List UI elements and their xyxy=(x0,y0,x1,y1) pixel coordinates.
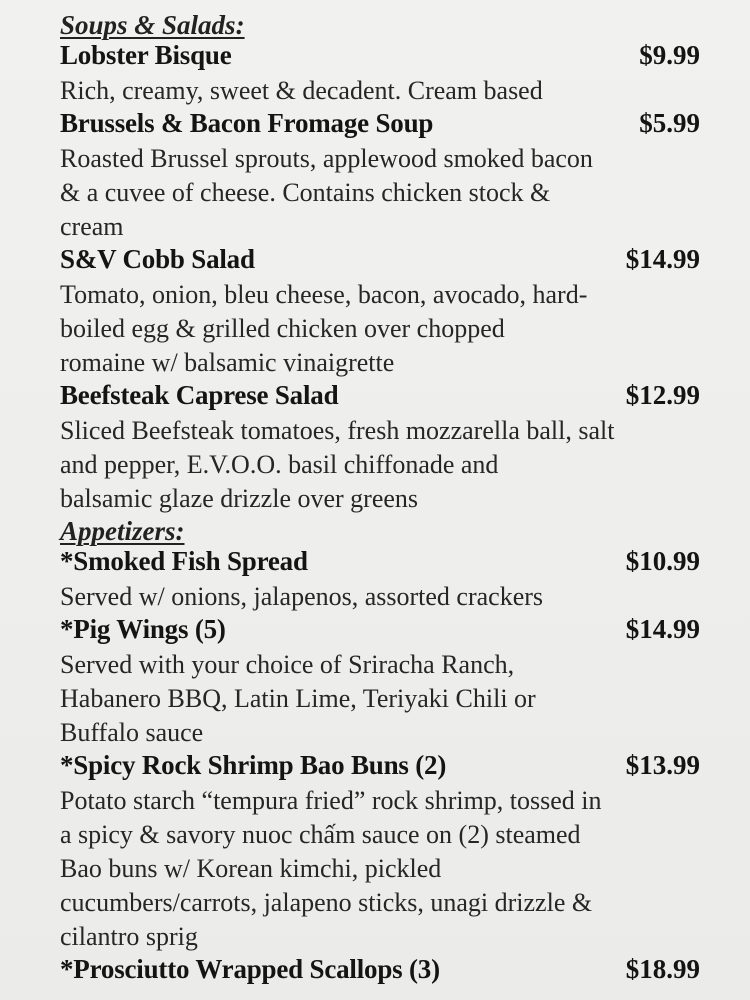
menu-item xyxy=(60,750,700,954)
item-name: *Prosciutto Wrapped Scallops (3) xyxy=(60,954,440,984)
item-price: $10.99 xyxy=(625,546,700,576)
menu-item xyxy=(60,546,700,614)
item-description: Potato starch “tempura fried” rock shrimp, tossed in a spicy & savory nuoc chấm sauce on (2) steamed Bao buns w/ Korean kimchi, pickled cucumbers/carrots, jalapeno sticks, unagi drizzle & cilantro sprig xyxy=(60,786,602,951)
item-price: $9.99 xyxy=(639,40,700,70)
item-description: Sliced Beefsteak tomatoes, fresh mozzarella ball, salt and pepper, E.V.O.O. basil chiffonade and balsamic glaze drizzle over greens xyxy=(60,416,615,513)
item-price: $13.99 xyxy=(625,750,700,780)
item-name: Beefsteak Caprese Salad xyxy=(60,380,339,410)
menu-page xyxy=(60,10,700,988)
item-name: S&V Cobb Salad xyxy=(60,244,255,274)
item-price: $14.99 xyxy=(625,614,700,644)
menu-item xyxy=(60,108,700,244)
item-price: $14.99 xyxy=(625,244,700,274)
item-name: Brussels & Bacon Fromage Soup xyxy=(60,108,434,138)
item-price: $12.99 xyxy=(625,380,700,410)
menu-item xyxy=(60,954,700,988)
item-price: $5.99 xyxy=(639,108,700,138)
item-name: *Spicy Rock Shrimp Bao Buns (2) xyxy=(60,750,447,780)
item-price: $18.99 xyxy=(625,954,700,984)
section-title-appetizers: Appetizers: xyxy=(60,516,185,546)
item-description: Tomato, onion, bleu cheese, bacon, avocado, hard- boiled egg & grilled chicken over chopped romaine w/ balsamic vinaigrette xyxy=(60,280,588,377)
item-description: Served w/ onions, jalapenos, assorted crackers xyxy=(60,582,544,611)
item-description: Roasted Brussel sprouts, applewood smoked bacon & a cuvee of cheese. Contains chicken stock & cream xyxy=(60,144,593,241)
item-name: Lobster Bisque xyxy=(60,40,232,70)
menu-item xyxy=(60,244,700,380)
item-description: Rich, creamy, sweet & decadent. Cream based xyxy=(60,76,543,105)
item-name: *Smoked Fish Spread xyxy=(60,546,308,576)
item-name: *Pig Wings (5) xyxy=(60,614,226,644)
menu-item xyxy=(60,614,700,750)
item-description: Served with your choice of Sriracha Ranch, Habanero BBQ, Latin Lime, Teriyaki Chili or Buffalo sauce xyxy=(60,650,536,747)
section-title-soups-salads: Soups & Salads: xyxy=(60,10,245,40)
menu-item xyxy=(60,40,700,108)
menu-item xyxy=(60,380,700,516)
